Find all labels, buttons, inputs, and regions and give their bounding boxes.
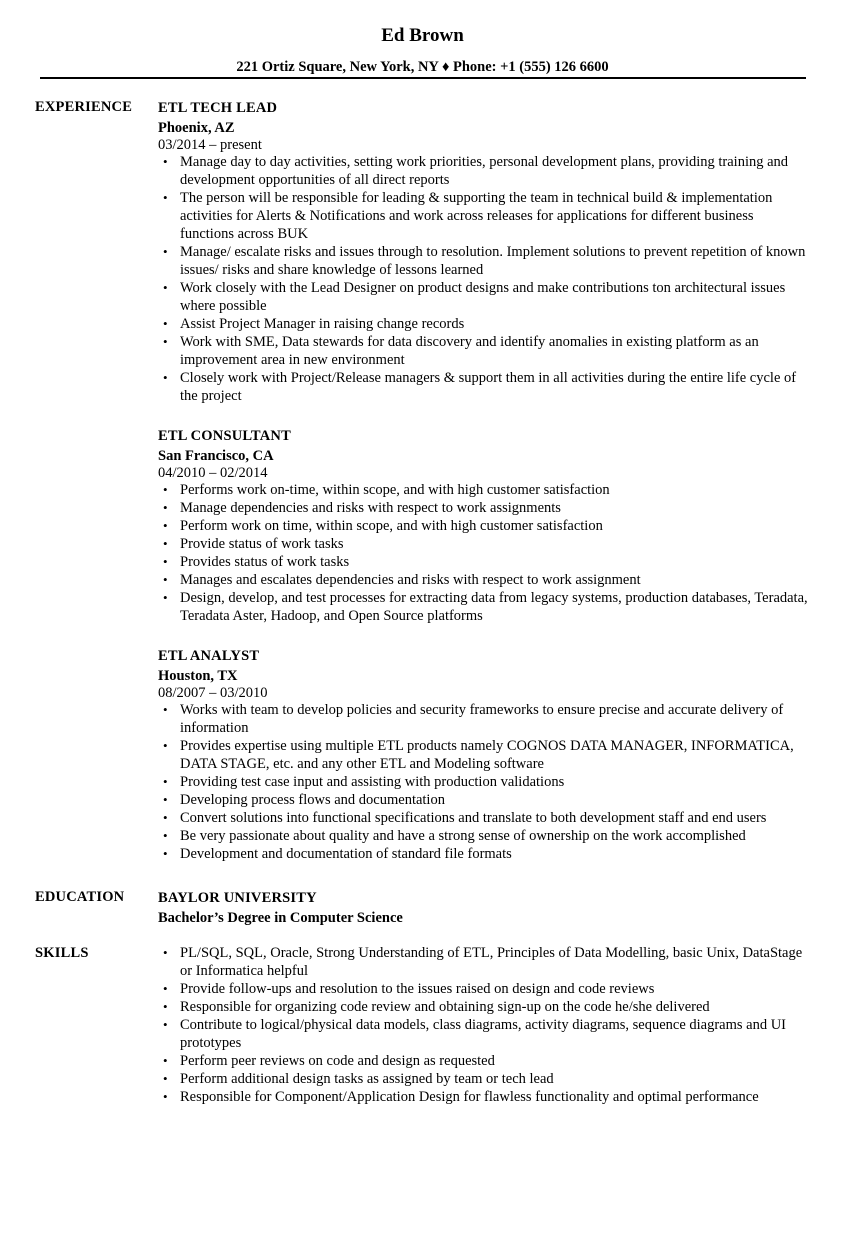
job-dates: 03/2014 – present <box>158 137 262 153</box>
skills-bullets <box>158 944 810 1106</box>
bullet-item: • Provides status of work tasks <box>158 553 810 571</box>
bullet-item: • Manage day to day activities, setting work priorities, personal development plans, providing training and development opportunities of all direct reports <box>158 153 810 189</box>
job-title: ETL TECH LEAD <box>158 100 278 116</box>
bullet-item: • Provide status of work tasks <box>158 535 810 553</box>
bullet-item: • Convert solutions into functional specifications and translate to both development staff and end users <box>158 809 810 827</box>
bullet-item: • Work with SME, Data stewards for data discovery and identify anomalies in existing platform as an improvement area in new environment <box>158 333 810 369</box>
skill-item: • Perform additional design tasks as assigned by team or tech lead <box>158 1070 810 1088</box>
skill-item: • Perform peer reviews on code and design as requested <box>158 1052 810 1070</box>
bullet-item: • Performs work on-time, within scope, and with high customer satisfaction <box>158 481 810 499</box>
section-label-skills: SKILLS <box>35 945 89 961</box>
section-label-experience: EXPERIENCE <box>35 99 133 115</box>
bullet-item: • Work closely with the Lead Designer on product designs and make contributions ton architectural issues where possible <box>158 279 810 315</box>
skill-item: • Provide follow-ups and resolution to the issues raised on design and code reviews <box>158 980 810 998</box>
job-entry <box>158 99 810 405</box>
job-bullets <box>158 701 810 863</box>
job-bullets <box>158 481 810 625</box>
bullet-item: • Provides expertise using multiple ETL products namely COGNOS DATA MANAGER, INFORMATICA, DATA STAGE, etc. and any other ETL and Modeling software <box>158 737 810 773</box>
skill-item: • Responsible for Component/Application Design for flawless functionality and optimal performance <box>158 1088 810 1106</box>
skill-item: • PL/SQL, SQL, Oracle, Strong Understanding of ETL, Principles of Data Modelling, basic Unix, DataStage or Informatica helpful <box>158 944 810 980</box>
section-label-education: EDUCATION <box>35 889 125 905</box>
bullet-item: • Providing test case input and assisting with production validations <box>158 773 810 791</box>
contact-line: 221 Ortiz Square, New York, NY ♦ Phone: +1 (555) 126 6600 <box>236 59 609 75</box>
job-entry <box>158 427 810 625</box>
bullet-item: • Manage dependencies and risks with respect to work assignments <box>158 499 810 517</box>
bullet-item: • Manages and escalates dependencies and risks with respect to work assignment <box>158 571 810 589</box>
job-title: ETL ANALYST <box>158 648 260 664</box>
bullet-item: • The person will be responsible for leading & supporting the team in technical build & implementation activities for Alerts & Notifications and work across releases for applications for different business functions across BUK <box>158 189 810 243</box>
bullet-item: • Assist Project Manager in raising change records <box>158 315 810 333</box>
job-dates: 04/2010 – 02/2014 <box>158 465 268 481</box>
bullet-item: • Be very passionate about quality and have a strong sense of ownership on the work accomplished <box>158 827 810 845</box>
bullet-item: • Closely work with Project/Release managers & support them in all activities during the entire life cycle of the project <box>158 369 810 405</box>
job-location: Houston, TX <box>158 668 238 684</box>
job-entry <box>158 647 810 863</box>
bullet-item: • Manage/ escalate risks and issues through to resolution. Implement solutions to prevent repetition of known issues/ risks and share knowledge of lessons learned <box>158 243 810 279</box>
skill-item: • Responsible for organizing code review and obtaining sign-up on the code he/she delivered <box>158 998 810 1016</box>
bullet-item: • Development and documentation of standard file formats <box>158 845 810 863</box>
job-title: ETL CONSULTANT <box>158 428 291 444</box>
skill-item: • Contribute to logical/physical data models, class diagrams, activity diagrams, sequence diagrams and UI prototypes <box>158 1016 810 1052</box>
job-location: Phoenix, AZ <box>158 120 235 136</box>
job-bullets <box>158 153 810 405</box>
school-name: BAYLOR UNIVERSITY <box>158 890 317 906</box>
bullet-item: • Perform work on time, within scope, and with high customer satisfaction <box>158 517 810 535</box>
candidate-name: Ed Brown <box>381 25 464 46</box>
education-entry <box>158 889 810 927</box>
degree: Bachelor’s Degree in Computer Science <box>158 910 403 926</box>
job-dates: 08/2007 – 03/2010 <box>158 685 268 701</box>
job-location: San Francisco, CA <box>158 448 274 464</box>
bullet-item: • Developing process flows and documentation <box>158 791 810 809</box>
skills-list-block <box>158 944 810 1106</box>
bullet-item: • Works with team to develop policies and security frameworks to ensure precise and accurate delivery of information <box>158 701 810 737</box>
bullet-item: • Design, develop, and test processes for extracting data from legacy systems, production databases, Teradata, Teradata Aster, Hadoop, and Open Source platforms <box>158 589 810 625</box>
header-divider <box>40 77 806 79</box>
